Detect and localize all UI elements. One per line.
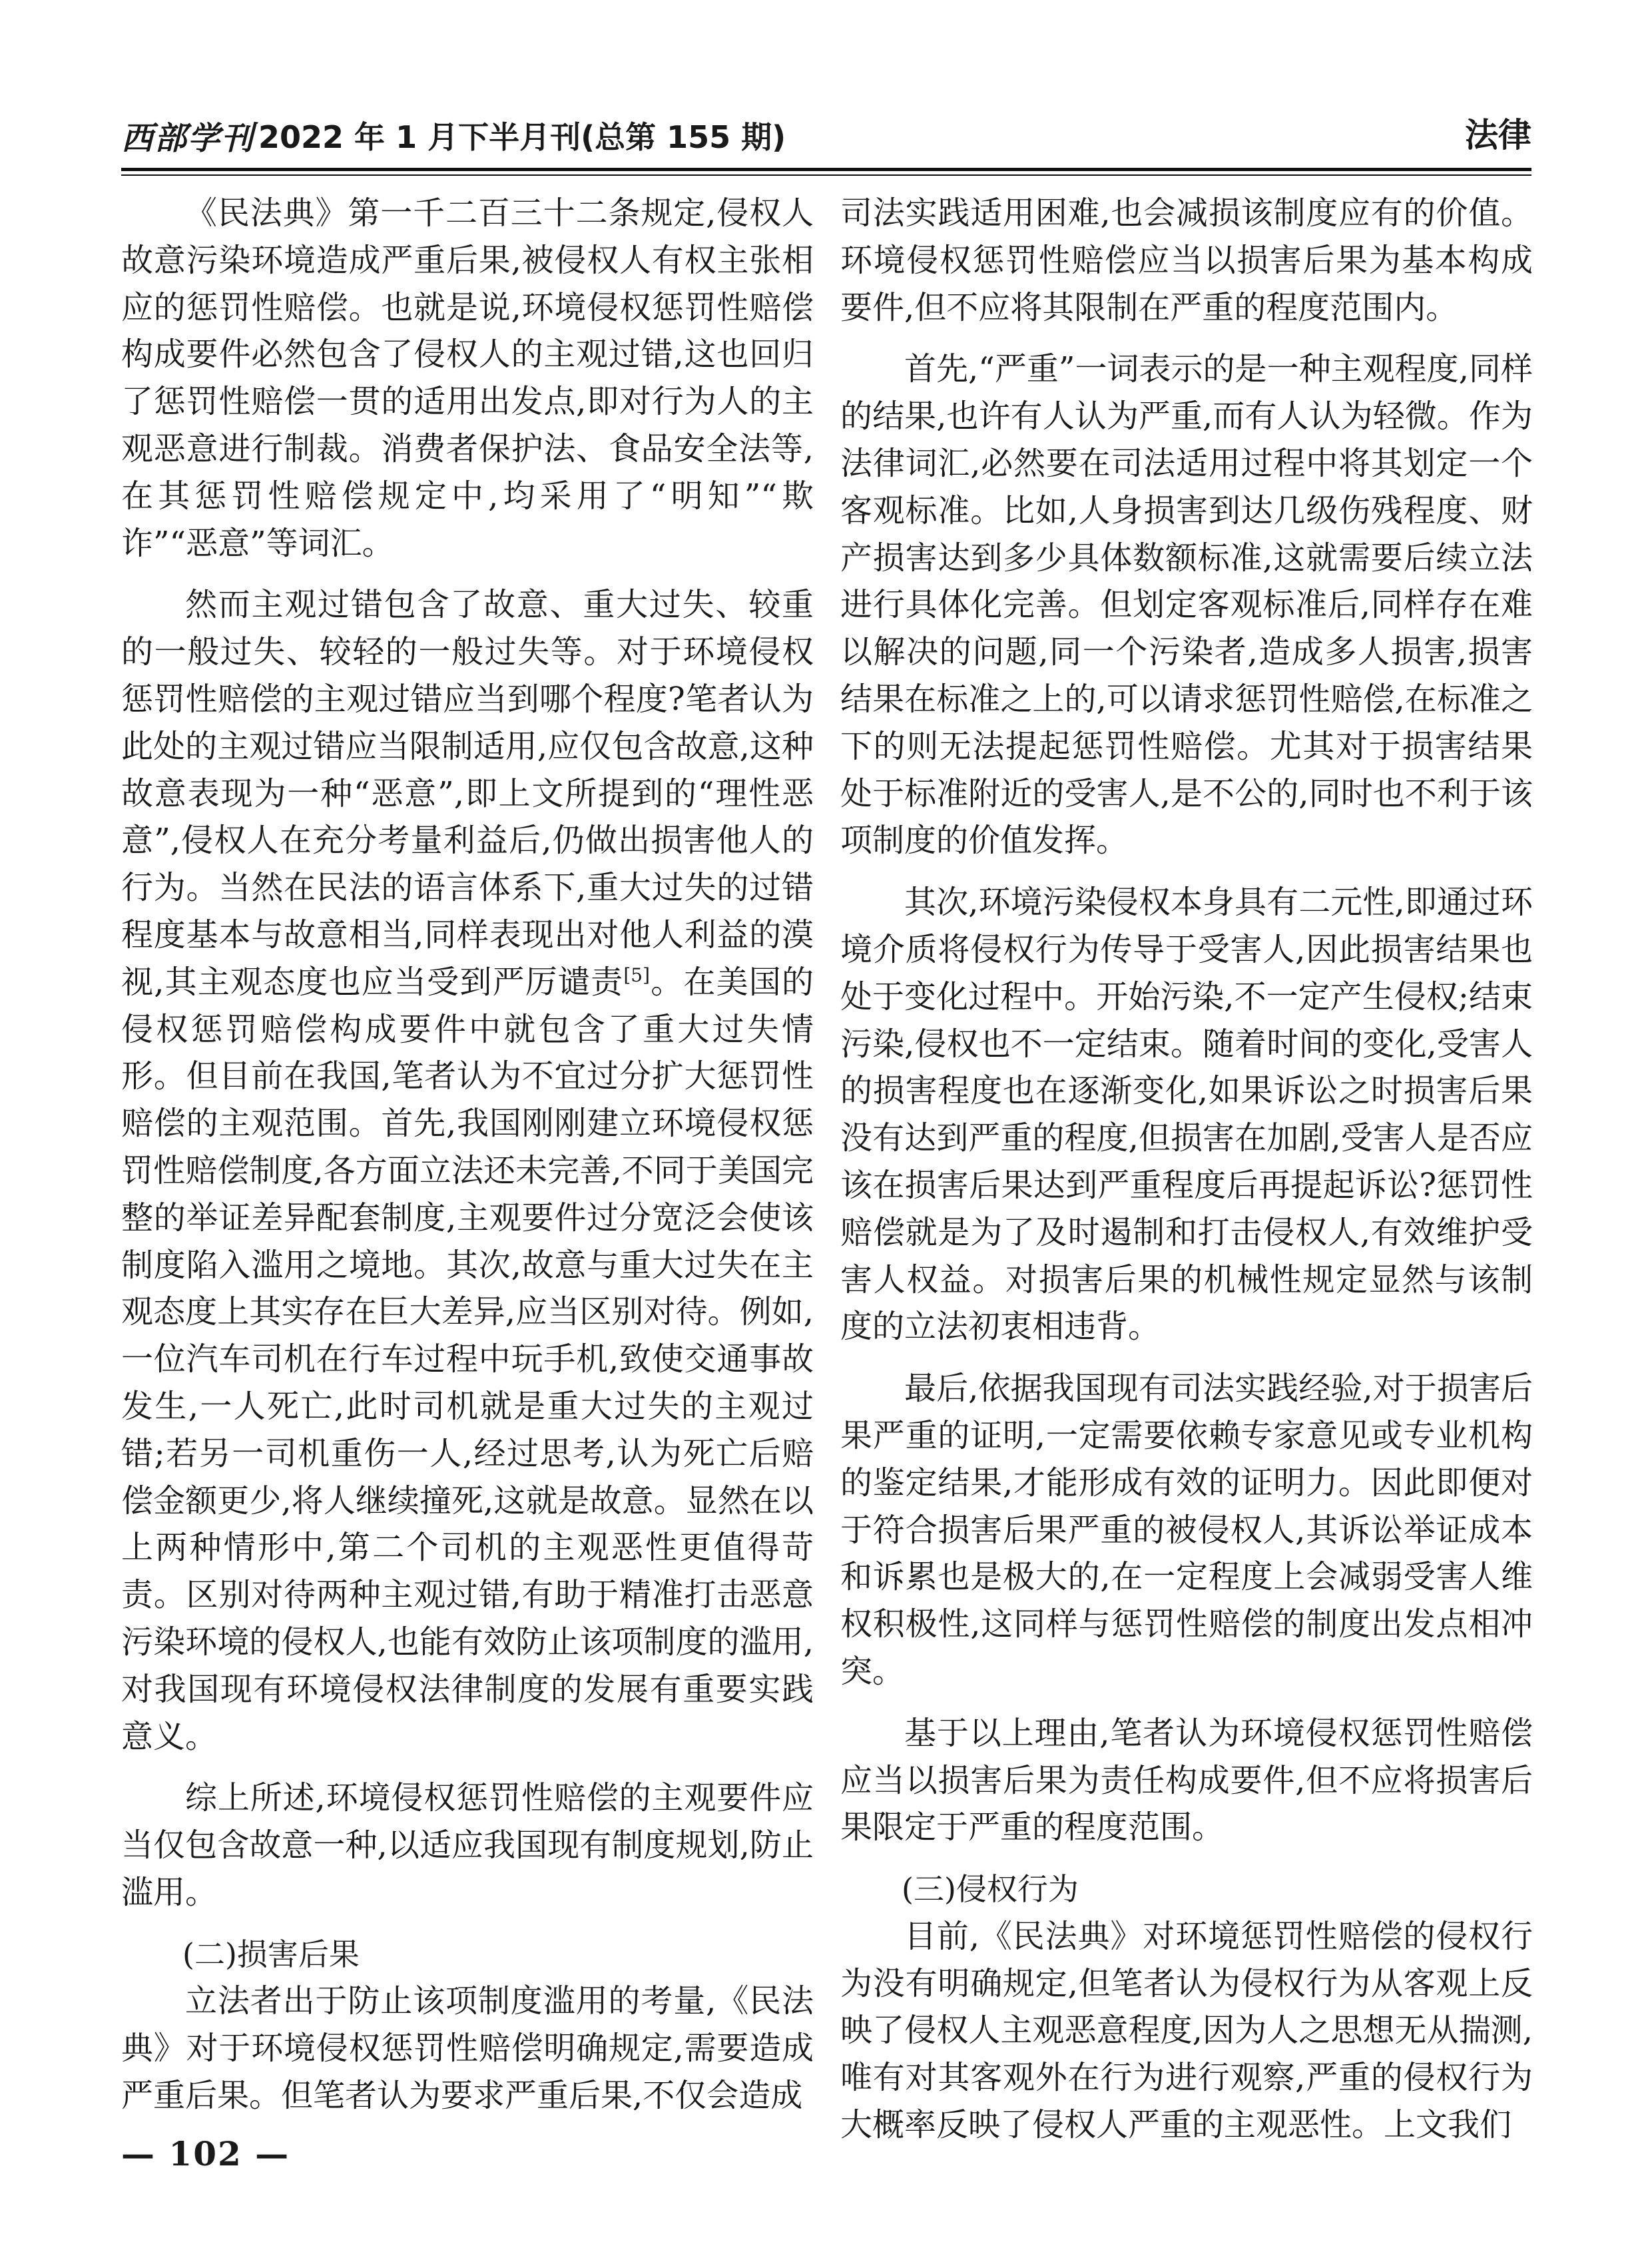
paragraph: 最后,依据我国现有司法实践经验,对于损害后果严重的证明,一定需要依赖专家意见或专业机构的鉴定结果,才能形成有效的证明力。因此即便对于符合损害后果严重的被侵权人,其诉讼举证成本和诉累也是极大的,在一定程度上会减弱受害人维权积极性,这同样与惩罚性赔偿的制度出发点相冲突。 [840,1370,1533,1690]
paragraph: 然而主观过错包含了故意、重大过失、较重的一般过失、较轻的一般过失等。对于环境侵权惩罚性赔偿的主观过错应当到哪个程度?笔者认为此处的主观过错应当限制适用,应仅包含故意,这种故意表现为一种“恶意”,即上文所提到的“理性恶意”,侵权人在充分考量利益后,仍做出损害他人的行为。当然在民法的语言体系下,重大过失的过错程度基本与故意相当,同样表现出对他人利益的漠视,其主观态度也应当受到严厉谴责[5]。在美国的侵权惩罚赔偿构成要件中就包含了重大过失情形。但目前在我国,笔者认为不宜过分扩大惩罚性赔偿的主观范围。首先,我国刚刚建立环境侵权惩罚性赔偿制度,各方面立法还未完善,不同于美国完整的举证差异配套制度,主观要件过分宽泛会使该制度陷入滥用之境地。其次,故意与重大过失在主观态度上其实存在巨大差异,应当区别对待。例如,一位汽车司机在行车过程中玩手机,致使交通事故发生,一人死亡,此时司机就是重大过失的主观过错;若另一司机重伤一人,经过思考,认为死亡后赔偿金额更少,将人继续撞死,这就是故意。显然在以上两种情形中,第二个司机的主观恶性更值得苛责。区别对待两种主观过错,有助于精准打击恶意污染环境的侵权人,也能有效防止该项制度的滥用,对我国现有环境侵权法律制度的发展有重要实践意义。 [121,586,814,1755]
running-header [121,112,1531,158]
right-column [840,190,1533,2149]
left-column [121,190,814,2119]
paragraph-continued: 司法实践适用困难,也会减损该制度应有的价值。环境侵权惩罚性赔偿应当以损害后果为基本构成要件,但不应将其限制在严重的程度范围内。 [840,194,1533,326]
subsection-heading: (二)损害后果 [182,1936,360,1972]
page-number: — 102 — [121,2134,290,2173]
paragraph: 首先,“严重”一词表示的是一种主观程度,同样的结果,也许有人认为严重,而有人认为轻微。作为法律词汇,必然要在司法适用过程中将其划定一个客观标准。比如,人身损害到达几级伤残程度、财产损害达到多少具体数额标准,这就需要后续立法进行具体化完善。但划定客观标准后,同样存在难以解决的问题,同一个污染者,造成多人损害,损害结果在标准之上的,可以请求惩罚性赔偿,在标准之下的则无法提起惩罚性赔偿。尤其对于损害结果处于标准附近的受害人,是不公的,同时也不利于该项制度的价值发挥。 [840,350,1533,860]
paragraph: 其次,环境污染侵权本身具有二元性,即通过环境介质将侵权行为传导于受害人,因此损害结果也处于变化过程中。开始污染,不一定产生侵权;结束污染,侵权也不一定结束。随着时间的变化,受害人的损害程度也在逐渐变化,如果诉讼之时损害后果没有达到严重的程度,但损害在加剧,受害人是否应该在损害后果达到严重程度后再提起诉讼?惩罚性赔偿就是为了及时遏制和打击侵权人,有效维护受害人权益。对损害后果的机械性规定显然与该制度的立法初衷相违背。 [840,884,1533,1346]
paragraph: 基于以上理由,笔者认为环境侵权惩罚性赔偿应当以损害后果为责任构成要件,但不应将损害后果限定于严重的程度范围。 [840,1714,1533,1846]
header-rule-thin [121,174,1531,176]
issue-info: 2022 年 1 月下半月刊(总第 155 期) [258,119,786,155]
header-rule [121,168,1531,171]
paragraph: 立法者出于防止该项制度滥用的考量,《民法典》对于环境侵权惩罚性赔偿明确规定,需要造成严重后果。但笔者认为要求严重后果,不仅会造成 [121,1982,814,2115]
subsection-heading: (三)侵权行为 [902,1871,1079,1908]
citation-ref: [5] [623,964,651,986]
paragraph: 综上所述,环境侵权惩罚性赔偿的主观要件应当仅包含故意一种,以适应我国现有制度规划,防止滥用。 [121,1779,814,1911]
paragraph: 目前,《民法典》对环境惩罚性赔偿的侵权行为没有明确规定,但笔者认为侵权行为从客观上反映了侵权人主观恶意程度,因为人之思想无从揣测,唯有对其客观外在行为进行观察,严重的侵权行为大概率反映了侵权人严重的主观恶性。上文我们 [840,1917,1533,2144]
section-label: 法律 [1465,116,1531,154]
masthead [121,112,786,158]
paragraph: 《民法典》第一千二百三十二条规定,侵权人故意污染环境造成严重后果,被侵权人有权主张相应的惩罚性赔偿。也就是说,环境侵权惩罚性赔偿构成要件必然包含了侵权人的主观过错,这也回归了惩罚性赔偿一贯的适用出发点,即对行为人的主观恶意进行制裁。消费者保护法、食品安全法等,在其惩罚性赔偿规定中,均采用了“明知”“欺诈”“恶意”等词汇。 [121,194,814,562]
journal-logo: 西部学刊 [121,119,255,157]
